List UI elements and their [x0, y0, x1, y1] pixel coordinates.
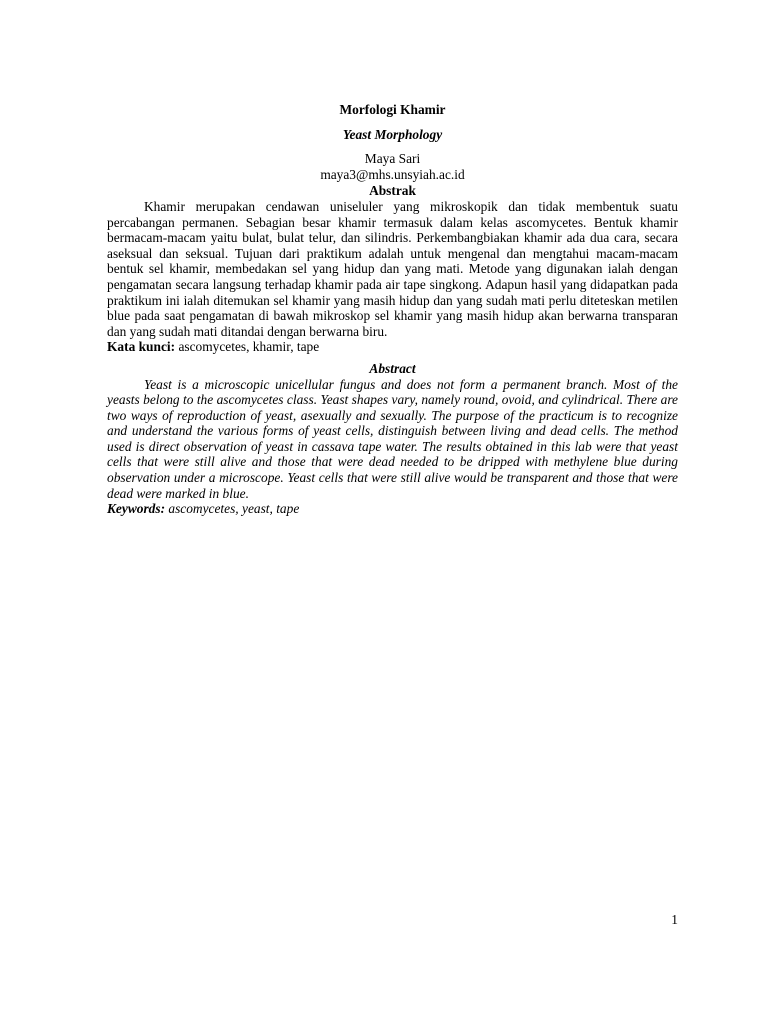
paper-title: Morfologi Khamir: [339, 102, 446, 117]
abstrak-keywords-value: ascomycetes, khamir, tape: [178, 339, 320, 355]
abstract-keywords: [107, 501, 678, 517]
author-email: maya3@mhs.unsyiah.ac.id: [320, 166, 465, 182]
abstrak-keywords-label: Kata kunci:: [107, 339, 176, 355]
abstrak-heading: Abstrak: [369, 183, 416, 199]
paper-subtitle: Yeast Morphology: [342, 126, 443, 142]
abstract-text: Yeast is a microscopic unicellular fungus and does not form a permanent branch. Most of the yeasts belong to the ascomycetes class. Yeast shapes vary, namely round, ovoid, and cylindrical. There are two ways of reproduction of yeast, asexually and sexually. The purpose of the practicum is to recognize and understand the various forms of yeast cells, distinguish between living and dead cells. The method used is direct observation of yeast in cassava tape water. The results obtained in this lab were that yeast cells that were still alive and those that were dead needed to be dripped with methylene blue during observation under a microscope. Yeast cells that were still alive would be transparent and those that were dead were marked in blue.: [107, 376, 678, 501]
abstract-keywords-value: ascomycetes, yeast, tape: [168, 501, 300, 517]
abstrak-text: Khamir merupakan cendawan uniseluler yang mikroskopik dan tidak membentuk suatu percabangan permanen. Sebagian besar khamir termasuk dalam kelas ascomycetes. Bentuk khamir bermacam-macam yaitu bulat, bulat telur, dan silindris. Perkembangbiakan khamir ada dua cara, secara aseksual dan seksual. Tujuan dari praktikum adalah untuk mengenal dan mengtahui macam-macam bentuk sel khamir, membedakan sel yang hidup dan yang mati. Metode yang digunakan ialah dengan pengamatan secara langsung terhadap khamir pada air tape singkong. Adapun hasil yang didapatkan pada praktikum ini ialah ditemukan sel khamir yang masih hidup dan yang sudah mati perlu diteteskan metilen blue pada saat pengamatan di bawah mikroskop sel khamir yang masih hidup akan berwarna transparan dan yang sudah mati ditandai dengan berwarna biru.: [107, 198, 678, 339]
abstrak-keywords: [107, 339, 678, 355]
paper-page: [107, 100, 678, 517]
abstract-keywords-label: Keywords:: [107, 501, 166, 517]
abstract-heading: Abstract: [369, 360, 416, 376]
page-number: 1: [671, 912, 678, 927]
author-name: Maya Sari: [364, 151, 421, 167]
